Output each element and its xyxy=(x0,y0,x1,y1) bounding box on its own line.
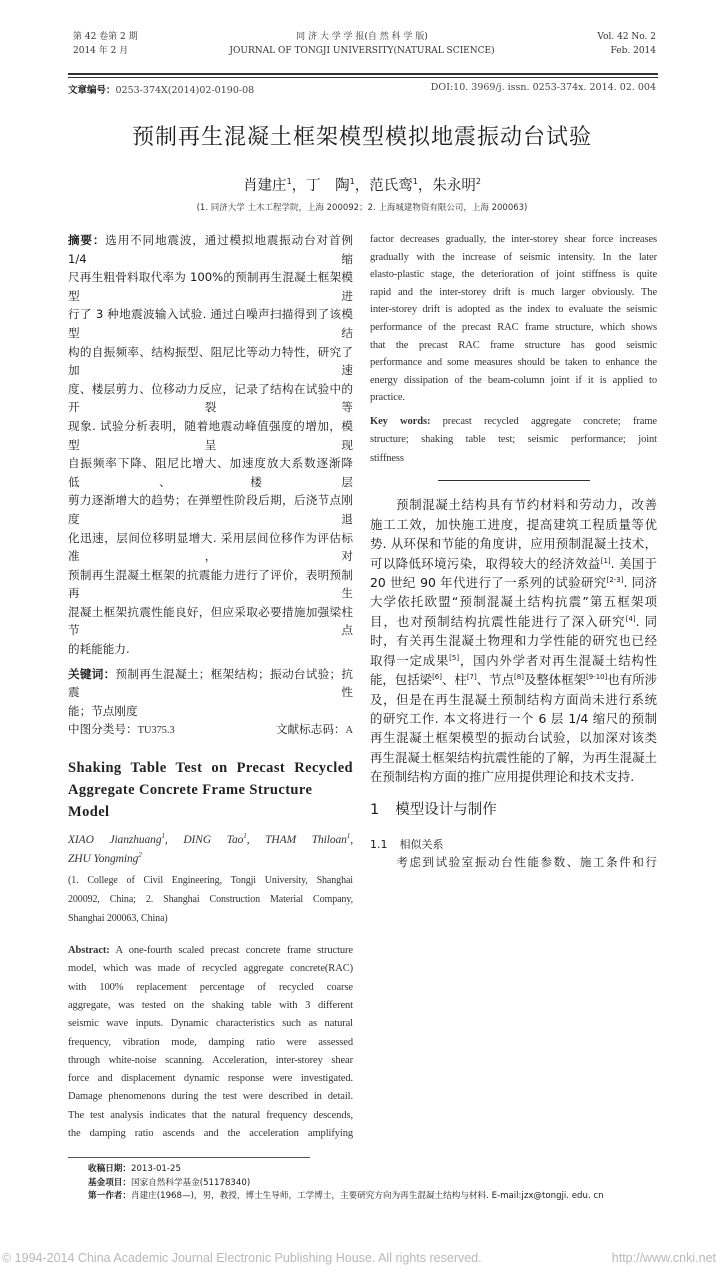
copyright-footer xyxy=(0,1250,724,1286)
citation: [6] xyxy=(432,672,442,681)
affiliation-mark: 1 xyxy=(346,832,351,841)
journal-name xyxy=(190,32,534,57)
text-line: that the precast RAC frame structure has good seismic xyxy=(370,339,657,351)
text-line: through white-noise scanning. Acceleration, inter-storey shear xyxy=(68,1054,353,1066)
text-line: Key words: precast recycled aggregate concrete; frame xyxy=(370,415,657,427)
section-divider xyxy=(438,480,590,481)
affiliation-mark: 1 xyxy=(286,177,292,187)
text-line: 预制混凝土结构具有节约材料和劳动力，改善 xyxy=(370,497,657,513)
footnote-rule xyxy=(68,1157,310,1158)
classification-row xyxy=(68,720,353,741)
footnote-label: 第一作者： xyxy=(88,1191,131,1202)
text-line: gradually with the increase of seismic intensity. In the later xyxy=(370,251,657,263)
journal-name-en: JOURNAL OF TONGJI UNIVERSITY(NATURAL SCIENCE) xyxy=(229,46,495,56)
abstract-cn xyxy=(68,231,353,659)
affiliation-cn: (1. 同济大学 土木工程学院，上海 200092；2. 上海城建物资有限公司，上海 200063) xyxy=(196,203,528,213)
article-number-value: 0253-374X(2014)02-0190-08 xyxy=(115,85,255,96)
text-line: 化迅速，层间位移明显增大. 采用层间位移作为评估标准，对 xyxy=(68,530,353,564)
text-line: model, which was made of recycled aggregate concrete(RAC) xyxy=(68,963,353,975)
text-line: elasto-plastic stage, the deterioration of joint stiffness is quite xyxy=(370,269,657,281)
text-line: energy dissipation of the beam-column joint if it is applied to xyxy=(370,374,657,386)
text-line: seismic wave inputs. Dynamic characteristics such as natural xyxy=(68,1018,353,1030)
section-1-1-heading xyxy=(370,837,657,853)
text-line: 混凝土框架抗震性能良好，但应采取必要措施加强梁柱节点 xyxy=(68,604,353,638)
text-line: Damage phenomenons during the test were described in detail. xyxy=(68,1091,353,1103)
copyright-text: © 1994-2014 China Academic Journal Electronic Publishing House. All rights reserved. xyxy=(2,1250,482,1265)
text-line: Aggregate Concrete Frame Structure Model xyxy=(68,782,313,821)
paper-title-cn: 预制再生混凝土框架模型模拟地震振动台试验 xyxy=(131,125,592,150)
text-line: 尺再生粗骨料取代率为 100%的预制再生混凝土框架模型进 xyxy=(68,270,353,303)
section-1-1-number: 1.1 xyxy=(370,837,388,851)
affiliation-mark: 2 xyxy=(475,177,481,187)
affiliation-en xyxy=(68,871,353,928)
author-name: 朱永明 xyxy=(432,178,476,194)
author-name: 肖建庄 xyxy=(243,178,287,194)
footnote-text: 肖建庄(1968—)，男，教授，博士生导师，工学博士，主要研究方向为再生混凝土结构与材料. E-mail:jzx@tongji. edu. cn xyxy=(130,1191,604,1202)
text-line: 目，也对预制结构抗震性能进行了深入研究[4]. 同 xyxy=(370,613,657,629)
abstract-en xyxy=(68,942,353,1143)
text-line: frequency, vibration mode, damping ratio were assessed xyxy=(68,1036,353,1048)
page-top xyxy=(0,0,724,231)
body-columns xyxy=(68,231,657,1143)
authors-en xyxy=(68,831,353,869)
text-line: 时，有关再生混凝土物理和力学性能的研究也已经 xyxy=(370,633,657,649)
keywords-en-label: Key words: xyxy=(370,415,431,427)
section-1-title: 模型设计与制作 xyxy=(395,801,497,818)
citation: [4] xyxy=(625,614,636,623)
text-line: 在预制结构方面的推广应用提供理论和技术支持. xyxy=(370,769,635,785)
footnote-label: 收稿日期： xyxy=(88,1164,131,1175)
left-column xyxy=(68,231,353,1143)
text-line: the damping ratio ascends and the acceleration amplifying xyxy=(68,1128,353,1139)
affiliation-mark: 1 xyxy=(349,177,355,187)
text-line: 行了 3 种地震波输入试验. 通过白噪声扫描得到了该模型结 xyxy=(68,307,353,340)
text-line: 度、楼层剪力、位移动力反应，记录了结构在试验中的开裂等 xyxy=(68,381,353,415)
citation: [8] xyxy=(514,672,524,681)
doc-code-value: A xyxy=(345,725,353,737)
keywords-label: 关键词： xyxy=(68,666,116,681)
abstract-en-label: Abstract: xyxy=(68,945,110,957)
clc-value: TU375.3 xyxy=(137,725,175,737)
text-line: 及，但是在再生混凝土预制结构方面尚未进行系统 xyxy=(370,691,657,707)
text-line: 构的自振频率、结构振型、阻尼比等动力特性，研究了加速 xyxy=(68,344,353,378)
keywords-en xyxy=(370,413,657,469)
footnote xyxy=(88,1190,668,1204)
text-line: XIAO Jianzhuang$^1$, DING Tao$^1$, THAM Thiloan$^1$, xyxy=(68,832,353,847)
text-line: 预制再生混凝土框架的抗震能力进行了评价，表明预制再生 xyxy=(68,567,353,601)
footnote xyxy=(88,1177,668,1191)
text-line: factor decreases gradually, the inter-storey shear force increases xyxy=(370,234,657,245)
text-line: 的研究工作. 本文将进行一个 6 层 1/4 缩尺的预制 xyxy=(370,710,657,726)
citation: [1] xyxy=(600,556,611,565)
text-line: 200092, China; 2. Shanghai Construction Material Company, xyxy=(68,894,353,906)
text-line: Shanghai 200063, China) xyxy=(68,913,168,925)
citation: [2-3] xyxy=(606,575,624,584)
article-number xyxy=(68,82,254,96)
affiliation-mark: 1 xyxy=(161,832,165,841)
article-number-label: 文章编号： xyxy=(68,85,116,96)
text-line: performance and some measures should be taken to enhance the xyxy=(370,357,657,369)
text-line: 摘要：选用不同地震波，通过模拟地震振动台对首例 1/4 缩 xyxy=(68,233,353,266)
footnote xyxy=(88,1163,668,1177)
clc xyxy=(68,720,175,741)
section-1-number: 1 xyxy=(370,801,380,818)
citation: [9-10] xyxy=(586,672,608,681)
text-line: 的耗能能力. xyxy=(68,642,130,657)
doi[interactable]: DOI:10. 3969/j. issn. 0253-374x. 2014. 02. 004 xyxy=(430,82,656,93)
text-line: performance of the precast RAC frame structure, which shows xyxy=(370,321,657,333)
footnote-text: 2013-01-25 xyxy=(130,1164,181,1175)
text-line: with 100% replacement percentage of recycled coarse xyxy=(68,981,353,993)
text-line: ZHU Yongming$^2$ xyxy=(68,851,142,866)
text-line: inter-storey drift is adopted as the index to evaluate the seismic xyxy=(370,304,657,316)
text-line: 20 世纪 90 年代进行了一系列的试验研究[2-3]. 同济 xyxy=(370,575,657,591)
abstract-label: 摘要： xyxy=(68,233,106,247)
volume-cn: 第 42 卷第 2 期 xyxy=(73,32,138,42)
clc-label: 中图分类号： xyxy=(68,722,138,737)
text-line: 关键词：预制再生混凝土；框架结构；振动台试验；抗震性 xyxy=(68,666,353,700)
text-line: aggregate, was tested on the shaking table with 3 different xyxy=(68,999,353,1011)
text-line: The test analysis indicates that the natural frequency descends, xyxy=(68,1109,353,1121)
text-line: 现象. 试验分析表明，随着地震动峰值强度的增加，模型呈现 xyxy=(68,418,353,452)
citation: [7] xyxy=(466,672,477,681)
text-line: 施工工效，加快施工进度，提高建筑工程质量等优 xyxy=(370,516,657,532)
citation: [5] xyxy=(449,653,460,662)
text-line: 能；节点刚度 xyxy=(68,703,138,718)
volume-en: Vol. 42 No. 2 xyxy=(597,32,656,42)
footnote-label: 基金项目： xyxy=(88,1177,131,1188)
journal-issue-en xyxy=(597,32,656,57)
text-line: stiffness xyxy=(370,452,404,464)
author-name: 丁 陶 xyxy=(306,178,350,194)
text-line: Abstract: A one-fourth scaled precast concrete frame structure xyxy=(68,945,353,957)
text-line: 再生混凝土框架模型的振动台试验，以加深对该类 xyxy=(370,730,657,746)
text-line: structure; shaking table test; seismic performance; joint xyxy=(370,434,657,446)
header-rule-thin xyxy=(68,77,658,78)
text-line: rapid and the inter-storey drift is much larger obviously. The xyxy=(370,286,657,298)
text-line: 势. 从环保和节能的角度讲，应用预制混凝土技术， xyxy=(370,536,657,552)
affiliation-mark: 1 xyxy=(412,177,418,187)
text-line: practice. xyxy=(370,392,405,404)
text-line: 可以降低环境污染，取得较大的经济效益[1]. 美国于 xyxy=(370,555,657,571)
paper-title-en xyxy=(68,757,353,823)
doc-code xyxy=(276,720,353,741)
section-1-1-title: 相似关系 xyxy=(399,837,444,851)
section-1-1-text: 考虑到试验室振动台性能参数、施工条件和行 xyxy=(370,854,657,869)
header-rule-thick xyxy=(68,73,658,75)
date-en: Feb. 2014 xyxy=(610,46,656,56)
doc-code-label: 文献标志码： xyxy=(275,722,346,737)
introduction xyxy=(370,495,657,786)
journal-name-cn: 同 济 大 学 学 报(自 然 科 学 版) xyxy=(296,32,428,42)
affiliation-mark: 1 xyxy=(243,832,247,841)
author-name: 范氏鸾 xyxy=(369,178,413,194)
cnki-link[interactable]: http://www.cnki.net xyxy=(611,1250,716,1265)
text-line: 大学依托欧盟“预制混凝土结构抗震”第五框架项 xyxy=(370,594,657,610)
journal-issue-cn xyxy=(73,32,138,57)
text-line: 剪力逐渐增大的趋势；在弹塑性阶段后期，后浇节点刚度退 xyxy=(68,493,353,526)
abstract-en-continued xyxy=(370,231,657,407)
authors-cn: 肖建庄$^1$，丁 陶$^1$，范氏鸾$^1$，朱永明$^2$ xyxy=(243,177,481,194)
section-1-heading xyxy=(370,799,657,821)
right-column xyxy=(370,231,657,872)
affiliation-mark: 2 xyxy=(138,851,142,860)
text-line: 取得一定成果[5]，国内外学者对再生混凝土结构性 xyxy=(370,652,658,668)
footnotes xyxy=(88,1163,668,1204)
keywords-cn xyxy=(68,665,353,721)
text-line: Shaking Table Test on Precast Recycled xyxy=(68,760,353,777)
text-line: 自振频率下降、阻尼比增大、加速度放大系数逐渐降低、楼层 xyxy=(68,456,353,489)
text-line: 再生混凝土框架结构抗震性能的了解，为再生混凝土 xyxy=(370,749,657,765)
text-line: force and displacement dynamic response were investigated. xyxy=(68,1073,353,1085)
footnote-text: 国家自然科学基金(51178340) xyxy=(130,1177,251,1188)
text-line: 能，包括梁[6]、柱[7]、节点[8]及整体框架[9-10]也有所涉 xyxy=(370,672,658,688)
date-cn: 2014 年 2 月 xyxy=(73,46,129,56)
text-line: (1. College of Civil Engineering, Tongji University, Shanghai xyxy=(68,875,353,887)
